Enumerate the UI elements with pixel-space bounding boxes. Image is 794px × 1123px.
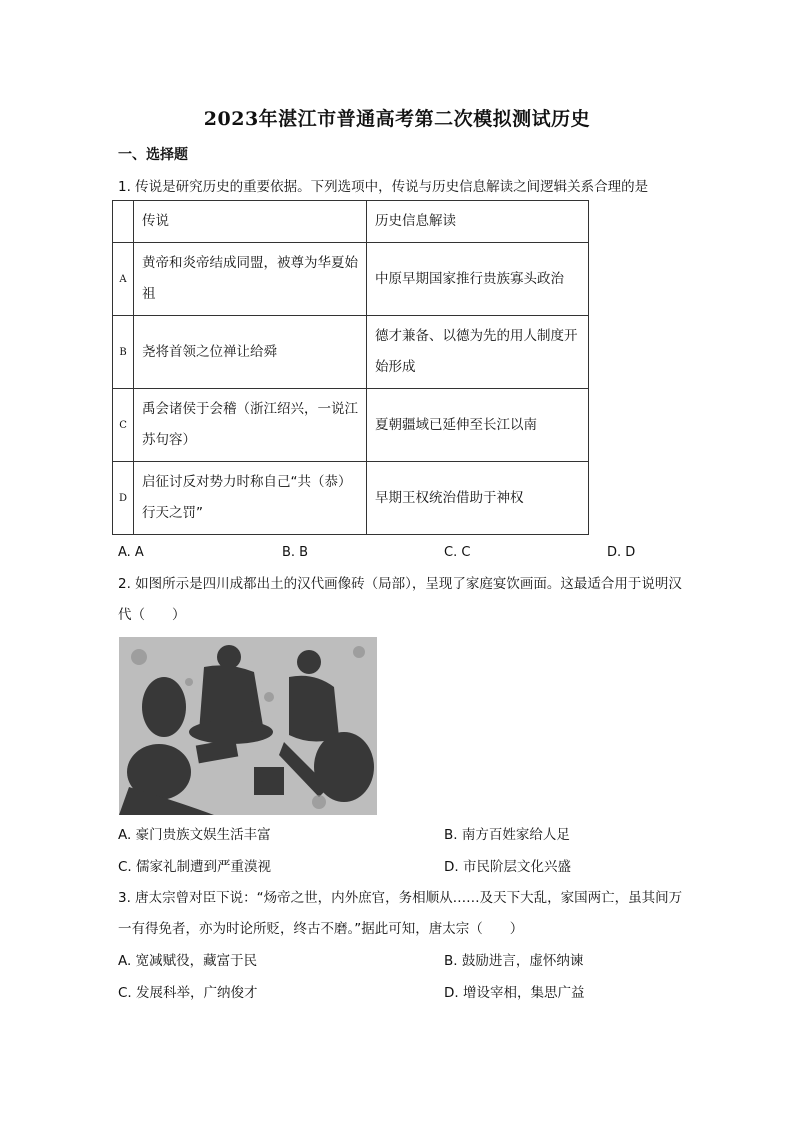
q2-option-a[interactable]: A. 豪门贵族文娱生活丰富 xyxy=(118,827,271,843)
answer-option-c[interactable]: C. C xyxy=(444,545,471,560)
page-title: 2023年湛江市普通高考第二次模拟测试历史 xyxy=(203,108,591,130)
row-legend: 尧将首领之位禅让给舜 xyxy=(134,316,367,389)
question-3-options-row-2 xyxy=(118,981,688,1003)
q3-option-c[interactable]: C. 发展科举，广纳俊才 xyxy=(118,985,258,1001)
question-2-options-row-2 xyxy=(118,855,688,877)
question-3-options-row-1 xyxy=(118,949,688,971)
row-legend: 启征讨反对势力时称自己“共（恭）行天之罚” xyxy=(134,462,367,535)
answer-option-b[interactable]: B. B xyxy=(282,545,309,560)
question-1-stem: 1. 传说是研究历史的重要依据。下列选项中，传说与历史信息解读之间逻辑关系合理的是 xyxy=(118,179,649,195)
q3-option-b[interactable]: B. 鼓励进言，虚怀纳谏 xyxy=(444,953,584,969)
row-reading: 早期王权统治借助于神权 xyxy=(367,462,589,535)
table-row xyxy=(113,462,589,535)
table-header-reading: 历史信息解读 xyxy=(367,201,589,243)
question-1-table xyxy=(112,200,589,535)
row-reading: 夏朝疆域已延伸至长江以南 xyxy=(367,389,589,462)
han-brick-rubbing-image xyxy=(119,637,377,815)
section-heading: 一、选择题 xyxy=(118,147,188,163)
table-header-row xyxy=(113,201,589,243)
q3-option-d[interactable]: D. 增设宰相，集思广益 xyxy=(444,985,585,1001)
question-2-stem: 2. 如图所示是四川成都出土的汉代画像砖（局部），呈现了家庭宴饮画面。这最适合用于说明汉代（ ） xyxy=(118,576,682,623)
question-2-options-row-1 xyxy=(118,823,688,845)
table-row xyxy=(113,389,589,462)
table-row xyxy=(113,243,589,316)
question-3-stem: 3. 唐太宗曾对臣下说：“炀帝之世，内外庶官，务相顺从……及天下大乱，家国两亡，虽其间万一有得免者，亦为时论所贬，终古不磨。”据此可知，唐太宗（ ） xyxy=(118,890,683,937)
row-legend: 黄帝和炎帝结成同盟，被尊为华夏始祖 xyxy=(134,243,367,316)
table-header-legend: 传说 xyxy=(134,201,367,243)
answer-option-a[interactable]: A. A xyxy=(118,545,144,560)
q2-option-b[interactable]: B. 南方百姓家给人足 xyxy=(444,827,570,843)
row-letter: A xyxy=(113,243,134,316)
q2-option-d[interactable]: D. 市民阶层文化兴盛 xyxy=(444,859,571,875)
row-reading: 中原早期国家推行贵族寡头政治 xyxy=(367,243,589,316)
row-letter: D xyxy=(113,462,134,535)
q2-option-c[interactable]: C. 儒家礼制遭到严重漠视 xyxy=(118,859,272,875)
q3-option-a[interactable]: A. 宽减赋役，藏富于民 xyxy=(118,953,258,969)
row-reading: 德才兼备、以德为先的用人制度开始形成 xyxy=(367,316,589,389)
row-letter: C xyxy=(113,389,134,462)
table-header-blank xyxy=(113,201,134,243)
table-row xyxy=(113,316,589,389)
row-legend: 禹会诸侯于会稽（浙江绍兴，一说江苏句容） xyxy=(134,389,367,462)
row-letter: B xyxy=(113,316,134,389)
answer-option-d[interactable]: D. D xyxy=(607,545,636,560)
